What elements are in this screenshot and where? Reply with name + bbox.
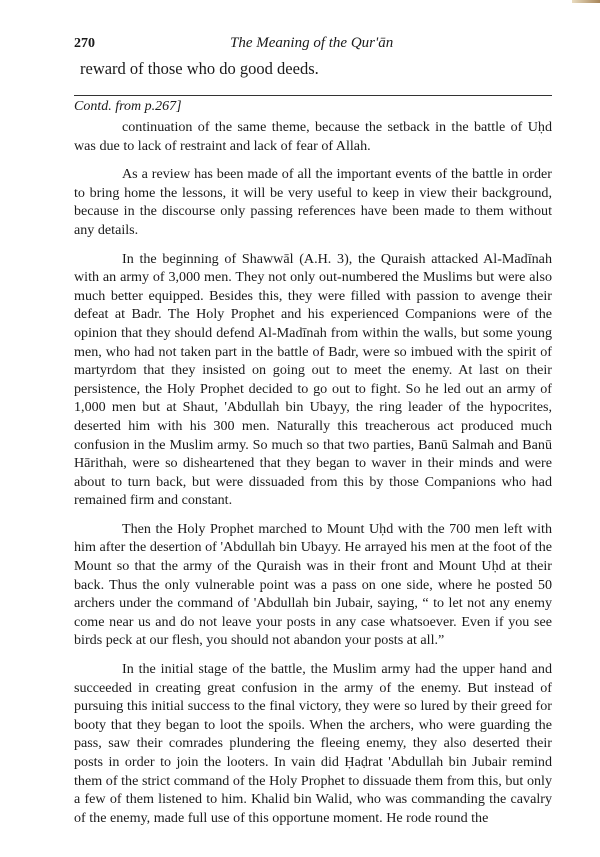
continuation-marker: Contd. from p.267]: [74, 99, 182, 114]
scan-artifact: [572, 0, 600, 3]
commentary-body: [74, 118, 552, 837]
paragraph: As a review has been made of all the important events of the battle in order to bring home the lessons, it will be very useful to keep in view their background, because in the discourse only passing references have been made to them without any details.: [74, 166, 552, 238]
paragraph: continuation of the same theme, because the setback in the battle of Uḥd was due to lack of restraint and lack of fear of Allah.: [74, 119, 552, 154]
footnote-divider: [74, 95, 552, 96]
paragraph: Then the Holy Prophet marched to Mount Uḥd with the 700 men left with him after the desertion of 'Abdullah bin Ubayy. He arrayed his men at the foot of the Mount so that the army of the Quraish was in their front and Mount Uḥd at their back. Thus the only vulnerable point was a pass on one side, where he posted 50 archers under the command of 'Abdullah bin Jubair, saying, “ to let not any enemy come near us and do not leave your posts in any case whatsoever. Even if you see birds peck at our flesh, you should not abandon your posts at all.”: [74, 520, 552, 649]
carryover-line: reward of those who do good deeds.: [80, 59, 319, 78]
running-title: The Meaning of the Qur'ān: [230, 35, 394, 51]
page-number: 270: [74, 36, 95, 51]
paragraph: In the beginning of Shawwāl (A.H. 3), the Quraish attacked Al-Madīnah with an army of 3,000 men. They not only out-numbered the Muslims but were also much better equipped. Besides this, they were filled with passion to avenge their defeat at Badr. The Holy Prophet and his experienced Companions were of the opinion that they should defend Al-Madīnah from within the walls, but some young men, who had not taken part in the battle of Badr, were so imbued with the spirit of martyrdom that they insisted on going out to meet the enemy. At last on their persistence, the Holy Prophet decided to go out to fight. So he led out an army of 1,000 men but at Shaut, 'Abdullah bin Ubayy, the ring leader of the hypocrites, deserted him with his 300 men. Naturally this treacherous act produced much confusion in the Muslim army. So much so that two parties, Banū Salmah and Banū Hārithah, were so disheartened that they began to waver in their minds and were about to turn back, but were dissuaded from this by those Companions who had remained firm and constant.: [74, 250, 552, 509]
paragraph: In the initial stage of the battle, the Muslim army had the upper hand and succeeded in creating great confusion in the army of the enemy. But instead of pursuing this initial success to the final victory, they were so lured by their greed for booty that they began to loot the spoils. When the archers, who were guarding the pass, saw their comrades plundering the fleeing enemy, they also deserted their posts in order to join the looters. In vain did Ḥaḍrat 'Abdullah bin Jubair remind them of the strict command of the Holy Prophet to dissuade them from this, but only a few of them listened to him. Khalid bin Walid, who was commanding the cavalry of the enemy, made full use of this opportune moment. He rode round the: [74, 661, 552, 826]
